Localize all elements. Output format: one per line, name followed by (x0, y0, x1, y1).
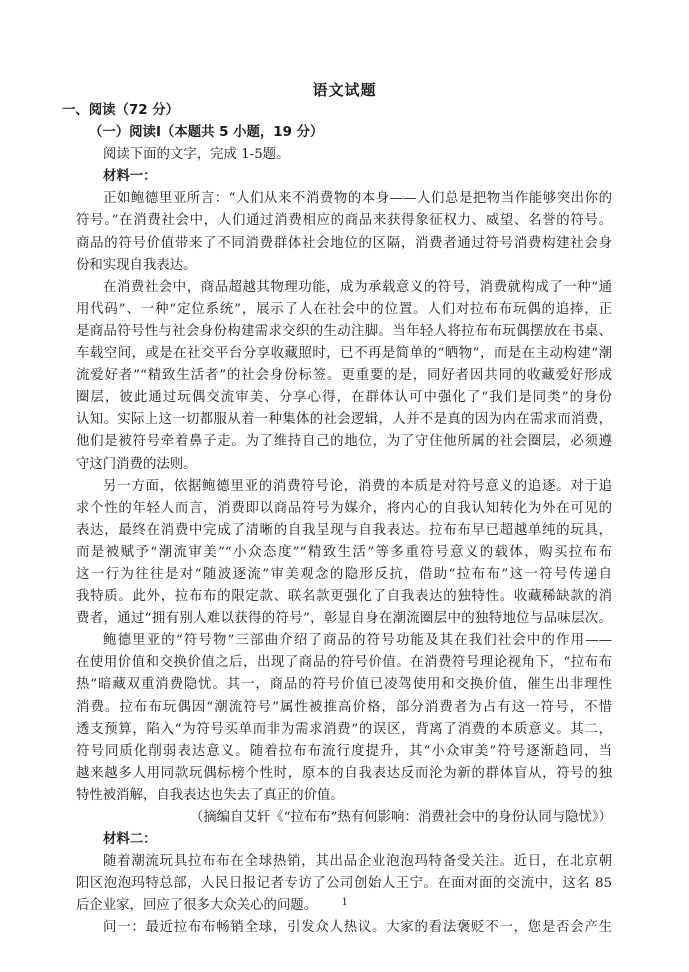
section-heading: 一、阅读（72 分） (62, 103, 180, 118)
instruction-text: 阅读下面的文字，完成 1-5题。 (103, 147, 290, 163)
page-title: 语文试题 (312, 81, 377, 99)
paragraph-line: 这一行为往往是对“随波逐流”审美观念的隐形反抗，借助“拉布布”这一符号传递自 (76, 566, 612, 582)
paragraph-line: 流爱好者”“精致生活者”的社会身份标签。更重要的是，同好者因共同的收藏爱好形成 (76, 368, 612, 384)
paragraph-line: 另一方面，依据鲍德里亚的消费符号论，消费的本质是对符号意义的追逐。对于追 (103, 478, 612, 494)
paragraph-line: 他们是被符号牵着鼻子走。为了维持自己的地位，为了守住他所属的社会圈层，必须遵 (76, 434, 612, 450)
paragraph-line: 后企业家，回应了很多大众关心的问题。 (76, 898, 318, 914)
material-one-heading: 材料一： (103, 169, 157, 185)
paragraph-line: 符号同质化削弱表达意义。随着拉布布流行度提升，其“小众审美”符号逐渐趋同，当 (76, 743, 612, 759)
paragraph-line: 用代码”、一种“定位系统”，展示了人在社会中的位置。人们对拉布布玩偶的追捧，正 (76, 301, 612, 317)
paragraph-line: 鲍德里亚的“符号物”三部曲介绍了商品的符号功能及其在我们社会中的作用—— (103, 633, 612, 649)
paragraph-line: 表达，最终在消费中完成了清晰的自我呈现与自我表达。拉布布早已超越单纯的玩具， (76, 522, 612, 538)
paragraph-line: 在消费社会中，商品超越其物理功能，成为承载意义的符号，消费就构成了一种“通 (103, 279, 612, 295)
paragraph-line: 随着潮流玩具拉布布在全球热销，其出品企业泡泡玛特备受关注。近日，在北京朝 (103, 854, 612, 870)
paragraph-line: 商品的符号价值带来了不同消费群体社会地位的区隔，消费者通过符号消费构建社会身 (76, 235, 612, 251)
material-two-heading: 材料二： (103, 832, 157, 848)
paragraph-line: 求个性的年轻人而言，消费即以商品符号为媒介，将内心的自我认知转化为外在可见的 (76, 500, 612, 516)
paragraph-line: 守这门消费的法则。 (76, 456, 197, 472)
page-number: 1 (341, 894, 348, 908)
paragraph-line: 费者，通过“拥有别人难以获得的符号”，彰显自身在潮流圈层中的独特地位与品味层次。 (76, 611, 612, 627)
paragraph-line: 热”暗藏双重消费隐忧。其一，商品的符号价值已凌驾使用和交换价值，催生出非理性 (76, 677, 612, 693)
paragraph-line: 阳区泡泡玛特总部，人民日报记者专访了公司创始人王宁。在面对面的交流中，这名 85 (76, 876, 612, 892)
paragraph-line: 消费。拉布布玩偶因“潮流符号”属性被推高价格，部分消费者为占有这一符号，不惜 (76, 699, 612, 715)
paragraph-line: 特性被消解，自我表达也失去了真正的价值。 (76, 787, 344, 803)
paragraph-line: 问一：最近拉布布畅销全球，引发众人热议。大家的看法褒贬不一，您是否会产生 (103, 920, 612, 936)
document-body (62, 100, 612, 940)
paragraph-line: 而是被赋予“潮流审美”“小众态度”“精致生活”等多重符号意义的载体，购买拉布布 (76, 544, 612, 560)
paragraph-line: 我特质。此外，拉布布的限定款、联名款更强化了自我表达的独特性。收藏稀缺款的消 (76, 589, 612, 605)
paragraph-line: 透支预算，陷入“为符号买单而非为需求消费”的误区，背离了消费的本质意义。其二， (76, 721, 612, 737)
paragraph-line: 份和实现自我表达。 (76, 257, 197, 273)
paragraph-line: 在使用价值和交换价值之后，出现了商品的符号价值。在消费符号理论视角下，“拉布布 (76, 655, 612, 671)
subsection-heading: （一）阅读I（本题共 5 小题，19 分） (89, 125, 324, 141)
source-citation: （摘编自艾轩《“拉布布”热有何影响：消费社会中的身份认同与隐忧》） (189, 810, 612, 825)
paragraph-line: 符号。”在消费社会中，人们通过消费相应的商品来获得象征权力、威望、名誉的符号。 (76, 213, 612, 229)
paragraph-line: 认知。实际上这一切都服从着一种集体的社会逻辑，人并不是真的因为内在需求而消费， (76, 412, 612, 428)
paragraph-line: 是商品符号性与社会身份构建需求交织的生动注脚。当年轻人将拉布布玩偶摆放在书桌、 (76, 323, 612, 339)
paragraph-line: 圈层，彼此通过玩偶交流审美、分享心得，在群体认可中强化了“我们是同类”的身份 (76, 390, 612, 406)
paragraph-line: 车载空间，或是在社交平台分享收藏照时，已不再是简单的“晒物”，而是在主动构建“潮 (76, 346, 612, 362)
paragraph-line: 越来越多人用同款玩偶标榜个性时，原本的自我表达反而沦为新的群体盲从，符号的独 (76, 765, 612, 781)
paragraph-line: 正如鲍德里亚所言：“人们从来不消费物的本身——人们总是把物当作能够突出你的 (103, 191, 612, 207)
